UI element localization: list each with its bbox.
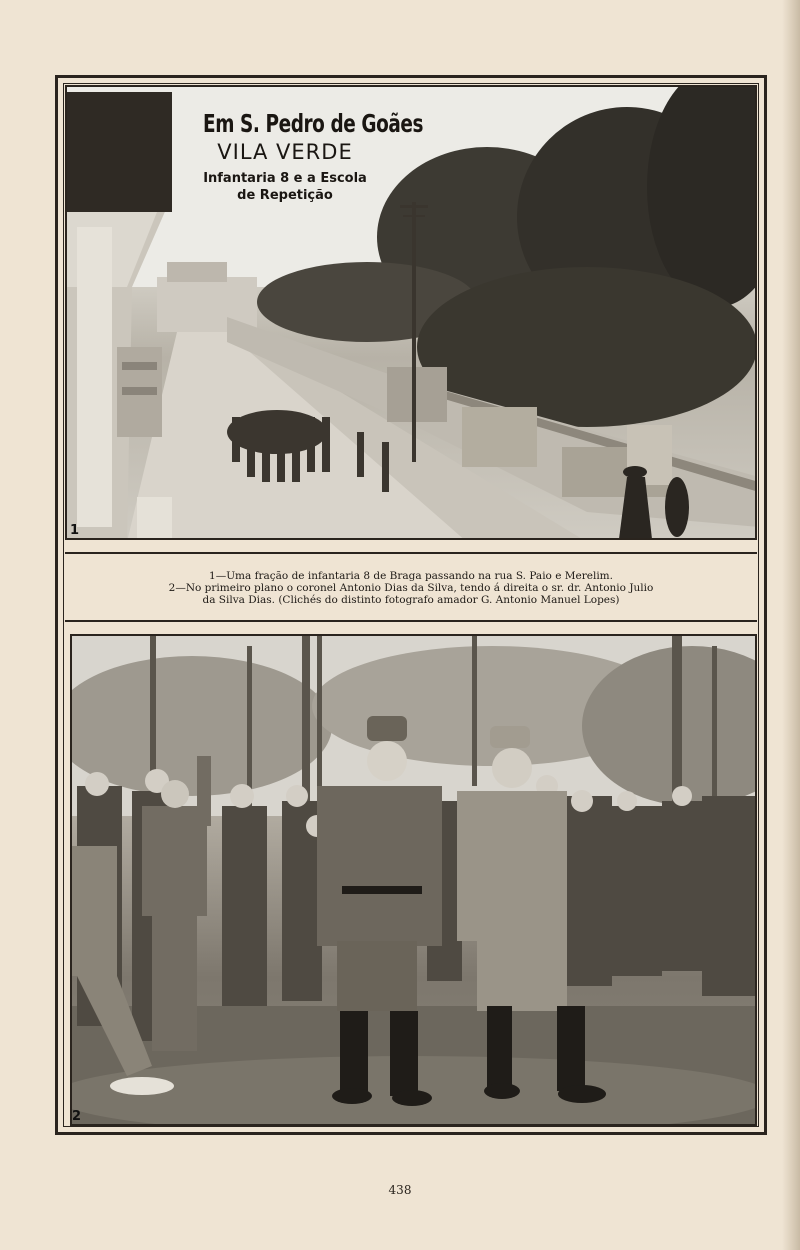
- photo-number-1: 1: [70, 523, 80, 538]
- caption-line2: 2—No primeiro plano o coronel Antonio Dias da Silva, tendo á direita o sr. dr. Antonio Julio: [168, 582, 654, 594]
- caption-line3: da Silva Dias. (Clichés do distinto fotografo amador G. Antonio Manuel Lopes): [202, 594, 620, 606]
- photo-subtitle: VILA VERDE: [217, 140, 353, 164]
- soldiers-group-illustration: [72, 636, 757, 1126]
- photo-description-line2: de Repetição: [237, 188, 333, 203]
- photo-title: Em S. Pedro de Goães: [203, 109, 424, 138]
- caption-line1: 1—Uma fração de infantaria 8 de Braga passando na rua S. Paio e Merelim.: [209, 570, 613, 582]
- photo-description: [185, 170, 385, 204]
- photo-street-scene: [65, 85, 757, 540]
- page-edge: [782, 0, 800, 1250]
- photo-soldiers-group: [70, 634, 757, 1126]
- photo-number-2: 2: [72, 1109, 82, 1124]
- photo-description-line1: Infantaria 8 e a Escola: [203, 171, 367, 186]
- page-number: 438: [388, 1183, 412, 1197]
- caption: [70, 570, 752, 606]
- street-scene-illustration: [67, 87, 757, 540]
- photo-title-block: [185, 109, 424, 204]
